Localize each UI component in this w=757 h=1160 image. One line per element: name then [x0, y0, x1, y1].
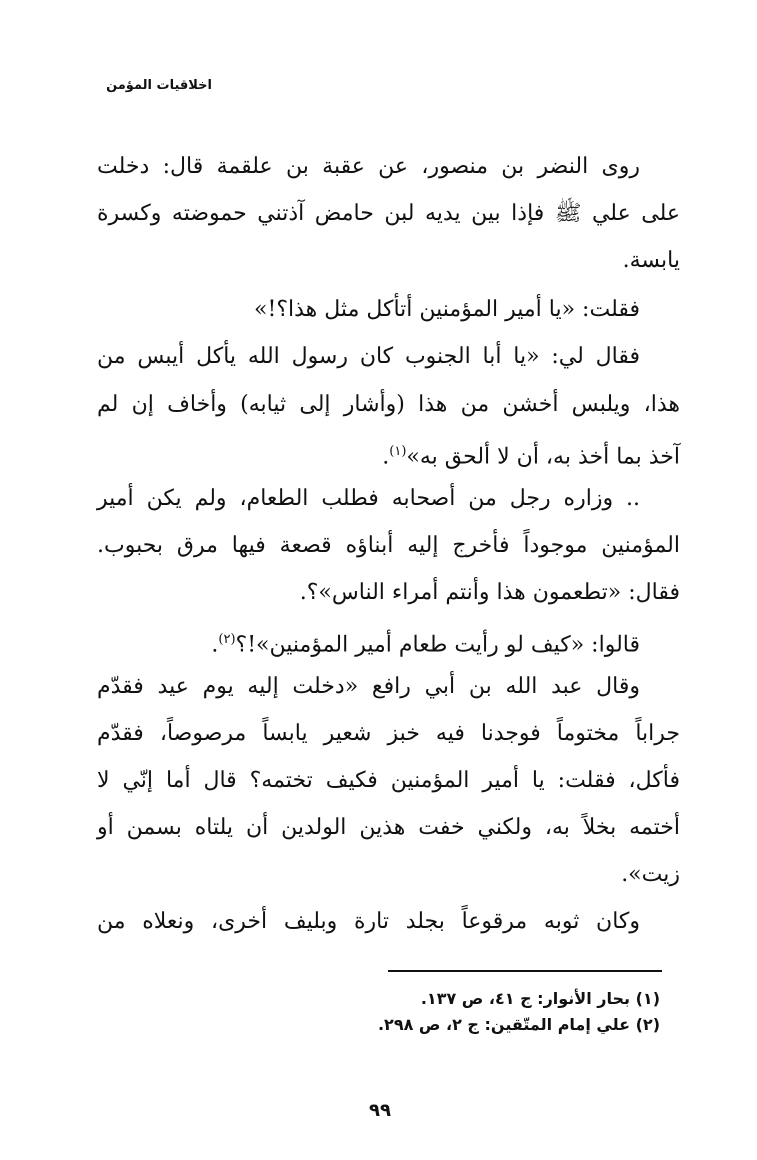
line-text: آخذ بما أخذ به، أن لا ألحق به»	[406, 444, 680, 470]
footnote-ref[interactable]: (١)	[389, 444, 407, 459]
footnote-2: (٢) علي إمام المتّقين: ج ٢، ص ٢٩٨.	[377, 1015, 660, 1034]
footnote-1: (١) بحار الأنوار: ج ٤١، ص ١٣٧.	[420, 989, 660, 1008]
text-line: فقال لي: «يا أبا الجنوب كان رسول الله يأكل أيبس من	[97, 344, 640, 369]
text-line	[97, 625, 640, 660]
footnote-divider	[388, 970, 662, 972]
text-line: جراباً مختوماً فوجدنا فيه خبز شعير يابساً مرصوصاً، فقدّم	[97, 721, 680, 746]
text-line: على علي ﷺ فإذا بين يديه لبن حامض آذتني حموضته وكسرة	[97, 201, 680, 226]
text-line: وقال عبد الله بن أبي رافع «دخلت إليه يوم عيد فقدّم	[97, 674, 640, 699]
footnote-ref[interactable]: (٢)	[218, 632, 236, 647]
text-line: فقال: «تطعمون هذا وأنتم أمراء الناس»؟.	[299, 580, 680, 605]
text-line: المؤمنين موجوداً فأخرج إليه أبناؤه قصعة فيها مرق بحبوب.	[97, 533, 680, 558]
page-number: ٩٩	[369, 1100, 391, 1121]
text-line	[97, 437, 680, 472]
text-line: أختمه بخلاً به، ولكني خفت هذين الولدين أن يلتاه بسمن أو	[97, 815, 680, 840]
running-header: اخلاقيات المؤمن	[106, 78, 212, 93]
period: .	[211, 632, 219, 658]
text-line: وكان ثوبه مرقوعاً بجلد تارة وبليف أخرى، ونعلاه من	[97, 909, 640, 934]
text-line: يابسة.	[622, 248, 680, 273]
text-line: روى النضر بن منصور، عن عقبة بن علقمة قال: دخلت	[97, 154, 640, 179]
text-line: هذا، ويلبس أخشن من هذا (وأشار إلى ثيابه) وأخاف إن لم	[97, 392, 680, 417]
line-text: قالوا: «كيف لو رأيت طعام أمير المؤمنين»!؟	[235, 632, 640, 658]
text-line: زيت».	[621, 862, 680, 887]
text-line: .. وزاره رجل من أصحابه فطلب الطعام، ولم يكن أمير	[97, 486, 640, 511]
text-line: فقلت: «يا أمير المؤمنين أتأكل مثل هذا؟!»	[254, 297, 640, 322]
text-line: فأكل، فقلت: يا أمير المؤمنين فكيف تختمه؟ قال أما إنّي لا	[97, 768, 680, 793]
period: .	[382, 444, 390, 470]
